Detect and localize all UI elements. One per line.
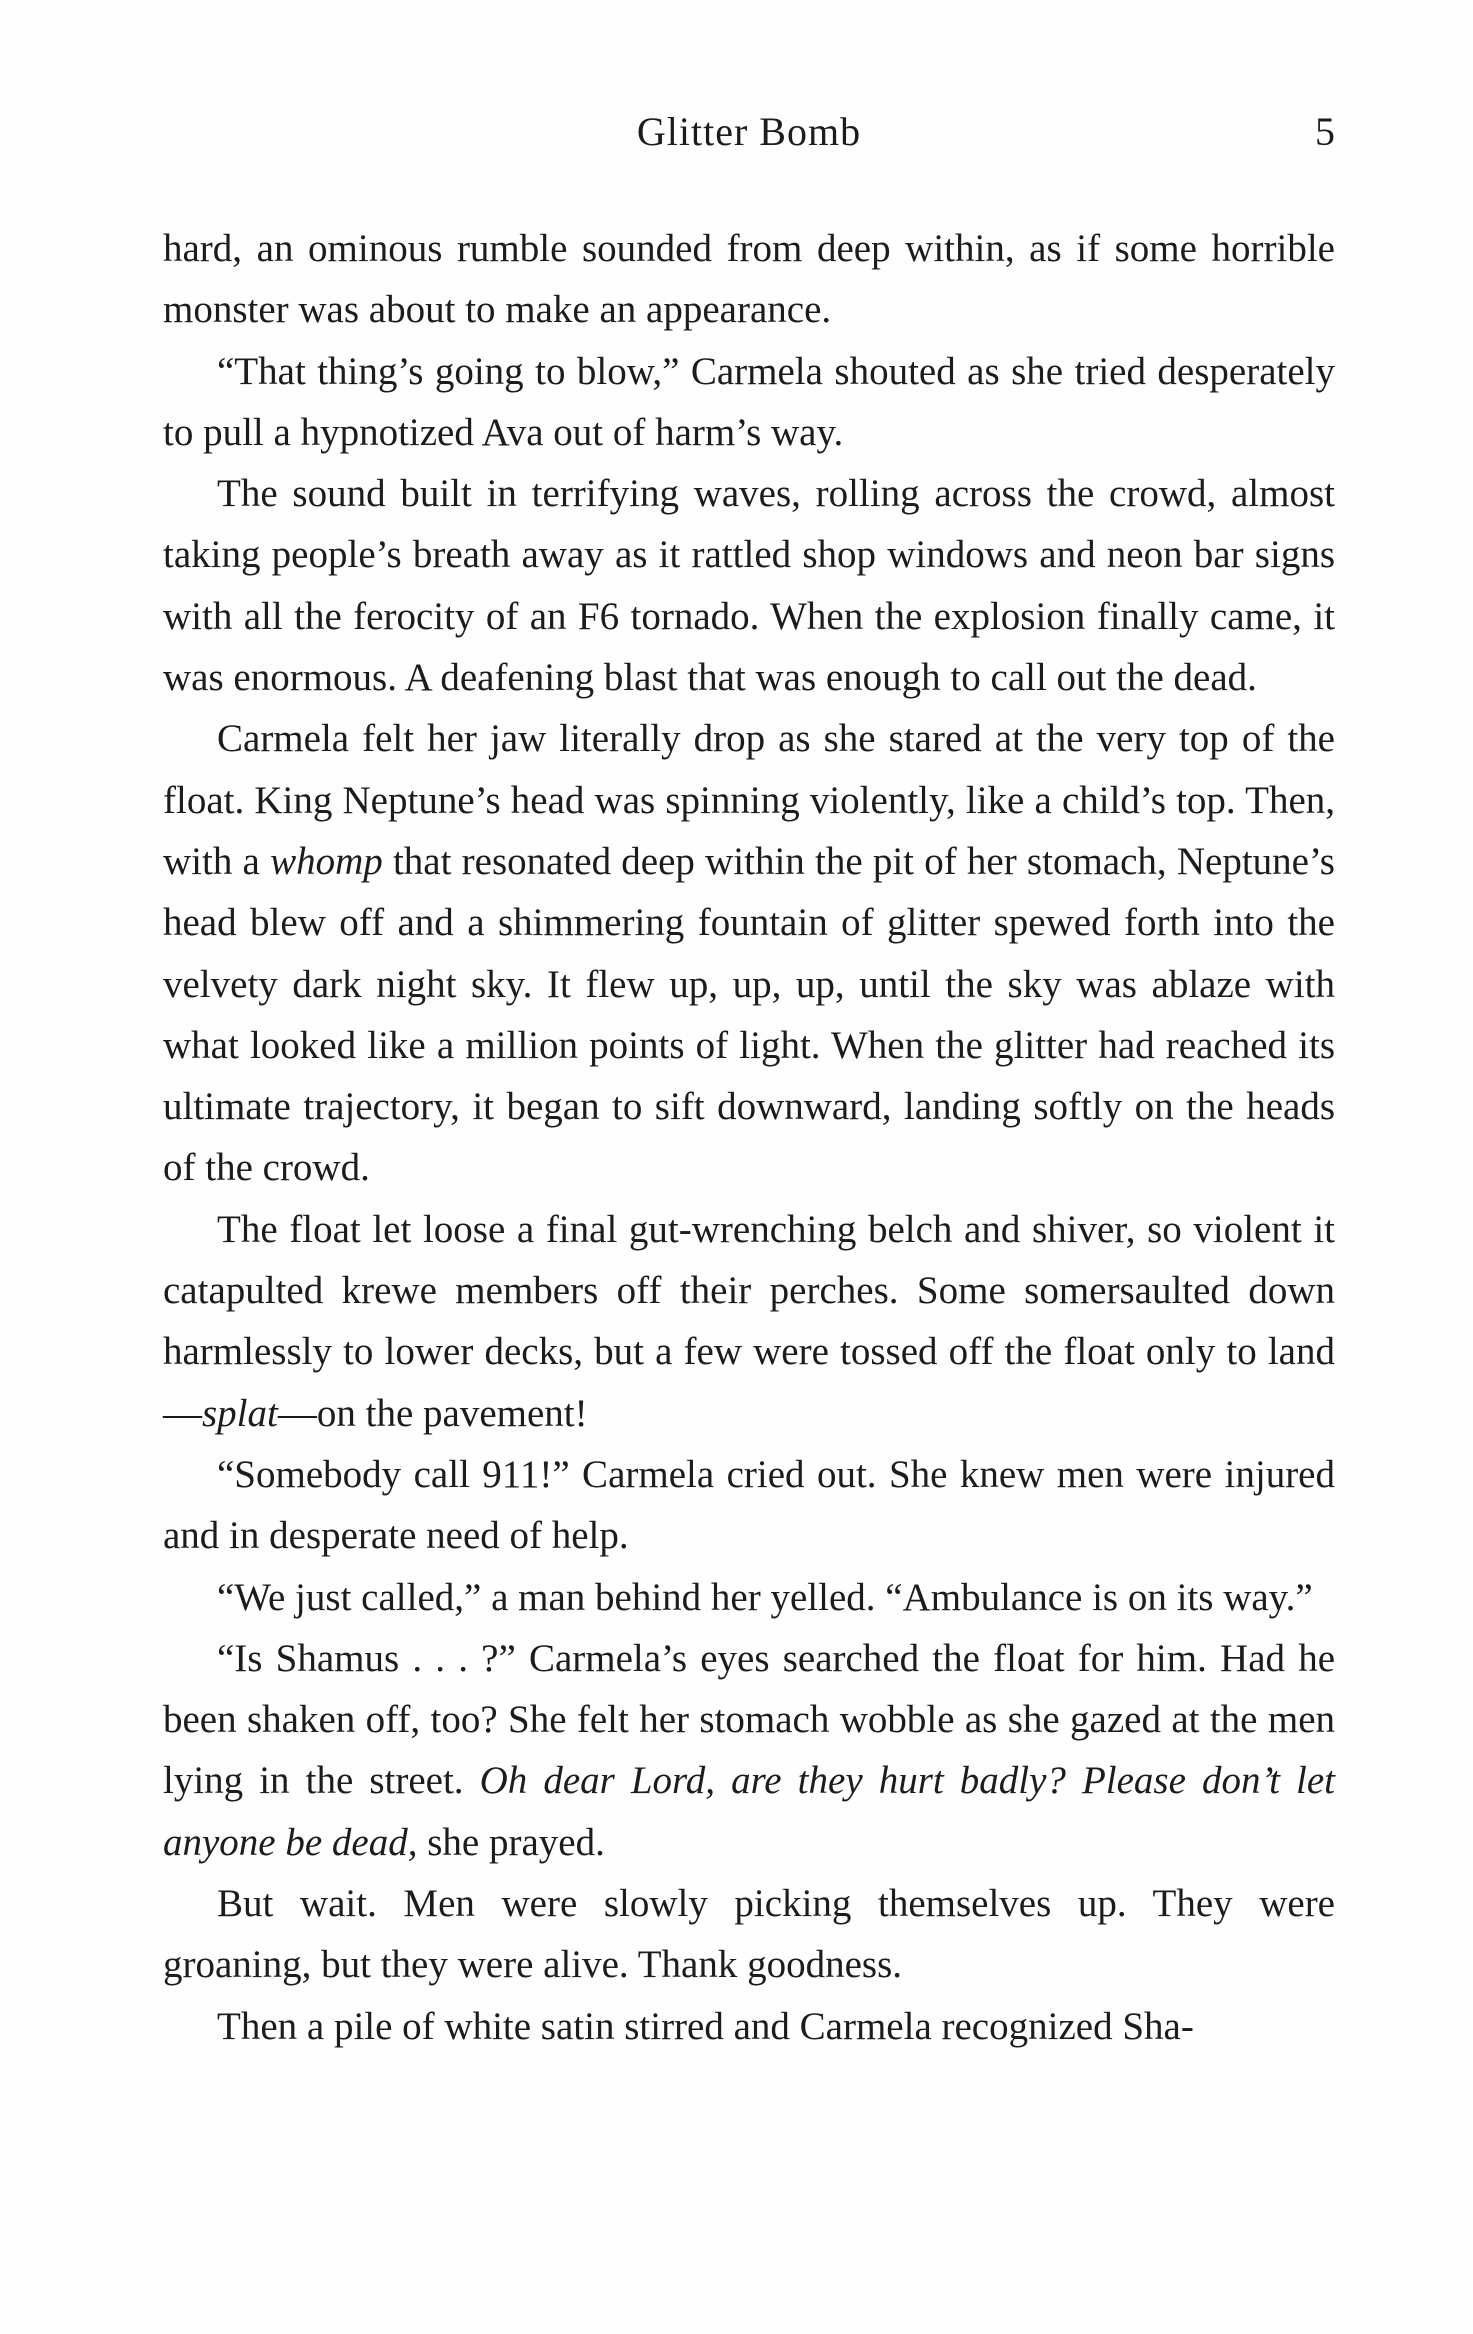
- paragraph: “Somebody call 911!” Carmela cried out. She knew men were injured and in desperate need of help.: [163, 1452, 1335, 1558]
- paragraph: Then a pile of white satin stirred and Carmela recognized Sha-: [217, 2004, 1194, 2048]
- paragraph: But wait. Men were slowly picking themselves up. They were groaning, but they were alive. Thank goodness.: [163, 1882, 1335, 1987]
- page-number: 5: [1315, 109, 1335, 154]
- paragraph: hard, an ominous rumble sounded from deep within, as if some horrible monster was about to make an appearance.: [163, 227, 1335, 332]
- body-text: [163, 218, 1335, 2057]
- running-head: [163, 108, 1335, 168]
- paragraph: The sound built in terrifying waves, rolling across the crowd, almost taking people’s breath away as it rattled shop windows and neon bar signs with all the ferocity of an F6 tornado. When the explosion finally came, it was enormous. A deafening blast that was enough to call out the dead.: [163, 472, 1335, 700]
- paragraph: The float let loose a final gut-wrenching belch and shiver, so violent it catapulted krewe members off their perches. Some somersaulted down harmlessly to lower decks, but a few were tossed off the float only to land—splat—on the pavement!: [163, 1207, 1335, 1435]
- paragraph: “That thing’s going to blow,” Carmela shouted as she tried desperately to pull a hypnotized Ava out of harm’s way.: [163, 349, 1335, 454]
- paragraph: Carmela felt her jaw literally drop as she stared at the very top of the float. King Neptune’s head was spinning violently, like a child’s top. Then, with a whomp that resonated deep within the pit of her stomach, Neptune’s head blew off and a shimmering fountain of glitter spewed forth into the velvety dark night sky. It flew up, up, up, until the sky was ablaze with what looked like a million points of light. When the glitter had reached its ultimate trajectory, it began to sift downward, landing softly on the heads of the crowd.: [163, 717, 1335, 1190]
- italic-text: splat: [202, 1391, 278, 1435]
- paragraph: “We just called,” a man behind her yelled. “Ambulance is on its way.”: [217, 1575, 1313, 1619]
- book-title: Glitter Bomb: [636, 109, 862, 154]
- paragraph: “Is Shamus . . . ?” Carmela’s eyes searched the float for him. Had he been shaken off, too? She felt her stomach wobble as she gazed at the men lying in the street. Oh dear Lord, are they hurt badly? Please don’t let anyone be dead, she prayed.: [163, 1636, 1336, 1864]
- italic-text: whomp: [270, 839, 383, 883]
- italic-text: Oh dear Lord, are they hurt badly? Please don’t let anyone be dead,: [163, 1759, 1336, 1864]
